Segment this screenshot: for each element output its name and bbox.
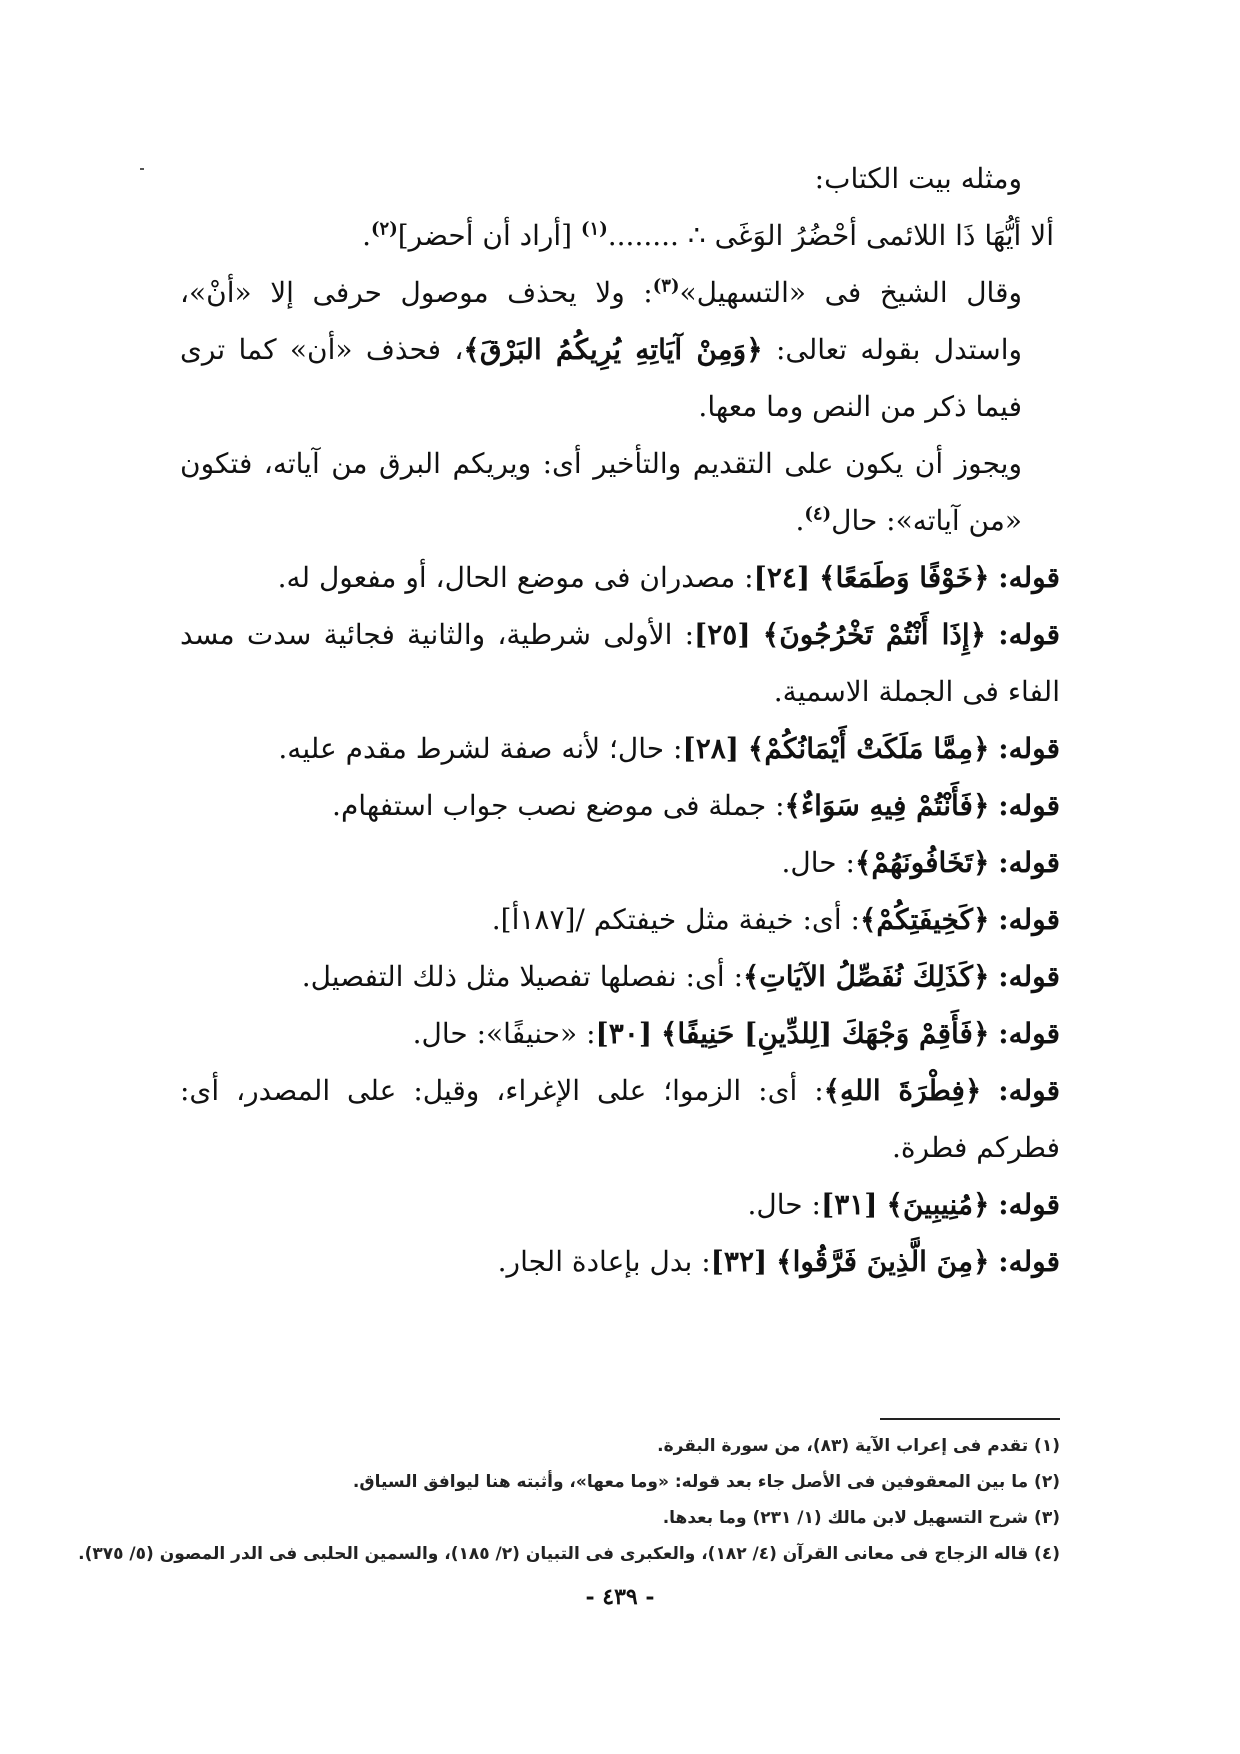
entry-label: قوله: xyxy=(998,960,1060,993)
verse-number: [٣١] xyxy=(820,1188,878,1221)
quran-quote: ﴿وَمِنْ آيَاتِهِ يُرِيكُمُ البَرْقَ﴾ xyxy=(463,333,763,366)
paragraph-taqdim xyxy=(180,435,1060,549)
entry-text: : أى: نفصلها تفصيلا مثل ذلك التفصيل. xyxy=(301,960,744,993)
entry-label: قوله: xyxy=(998,561,1060,594)
entry-label: قوله: xyxy=(998,1245,1060,1278)
entry-label: قوله: xyxy=(998,903,1060,936)
entry-quran: ﴿مِمَّا مَلَكَتْ أَيْمَانُكُمْ﴾ xyxy=(747,732,990,765)
footnote-ref-1: (١) xyxy=(581,218,608,240)
entry-quran: ﴿فَأَنْتُمْ فِيهِ سَوَاءٌ﴾ xyxy=(784,789,990,822)
entry-item xyxy=(180,1176,1060,1233)
entry-item xyxy=(180,948,1060,1005)
entry-item xyxy=(180,834,1060,891)
main-text xyxy=(180,150,1060,1290)
verse-text: ألا أيُّهَا ذَا اللائمى أحْضُرُ الوَغَى ∴ ........ xyxy=(607,219,1054,252)
footnotes xyxy=(78,1428,1060,1572)
footnote-ref-4: (٤) xyxy=(804,503,832,525)
entry-text: : حال؛ لأنه صفة لشرط مقدم عليه. xyxy=(278,732,683,765)
verse-number: [٣٠] xyxy=(595,1017,653,1050)
entry-label: قوله: xyxy=(998,846,1060,879)
intro-text: ومثله بيت الكتاب: xyxy=(814,162,1022,195)
page-number: - ٤٣٩ - xyxy=(585,1584,655,1610)
intro-line xyxy=(180,150,1060,207)
footnote-ref-3: (٣) xyxy=(652,275,680,297)
entry-item xyxy=(180,1005,1060,1062)
entry-quran: ﴿إِذَا أَنْتُمْ تَخْرُجُونَ﴾ xyxy=(762,618,987,651)
entries-list xyxy=(180,549,1060,1290)
entry-quran: ﴿كَذَلِكَ نُفَصِّلُ الآيَاتِ﴾ xyxy=(743,960,990,993)
entry-text: : مصدران فى موضع الحال، أو مفعول له. xyxy=(277,561,754,594)
entry-item xyxy=(180,720,1060,777)
paragraph-text: وقال الشيخ فى «التسهيل» xyxy=(679,276,1022,309)
entry-quran: ﴿خَوْفًا وَطَمَعًا﴾ xyxy=(819,561,990,594)
entry-quran: ﴿فِطْرَةَ اللهِ﴾ xyxy=(823,1074,982,1107)
entry-quran: ﴿مُنِيبِينَ﴾ xyxy=(886,1188,990,1221)
footnote-item: (١) تقدم فى إعراب الآية (٨٣)، من سورة البقرة. xyxy=(657,1436,1060,1456)
entry-label: قوله: xyxy=(998,1074,1060,1107)
entry-text: : «حنيفًا»: حال. xyxy=(412,1017,596,1050)
entry-quran: ﴿كَخِيفَتِكُمْ﴾ xyxy=(859,903,990,936)
entry-text: : حال. xyxy=(781,846,855,879)
paragraph-tashil xyxy=(180,264,1060,435)
entry-label: قوله: xyxy=(998,789,1060,822)
entry-label: قوله: xyxy=(998,1017,1060,1050)
verse-number: [٢٤] xyxy=(753,561,811,594)
verse-number: [٣٢] xyxy=(710,1245,768,1278)
entry-text: : بدل بإعادة الجار. xyxy=(497,1245,711,1278)
verse-number: [٢٨] xyxy=(682,732,740,765)
entry-text: : أى: الزموا؛ على الإغراء، وقيل: على المصدر، أى: فطركم فطرة. xyxy=(180,1074,1060,1164)
entry-item xyxy=(180,1062,1060,1176)
entry-quran: ﴿فَأَقِمْ وَجْهَكَ [لِلدِّينِ] حَنِيفًا﴾ xyxy=(661,1017,990,1050)
entry-item xyxy=(180,606,1060,720)
poetry-verse xyxy=(180,207,1060,264)
stray-mark xyxy=(140,168,144,170)
footnote-item: (٣) شرح التسهيل لابن مالك (١/ ٢٣١) وما بعدها. xyxy=(662,1508,1060,1528)
entry-item xyxy=(180,549,1060,606)
verse-note: [أراد أن أحضر] xyxy=(397,219,582,252)
footnote-item: (٢) ما بين المعقوفين فى الأصل جاء بعد قوله: «وما معها»، وأثبته هنا ليوافق السياق. xyxy=(352,1472,1060,1492)
entry-text: : أى: خيفة مثل خيفتكم /[١٨٧أ]. xyxy=(491,903,860,936)
entry-quran: ﴿مِنَ الَّذِينَ فَرَّقُوا﴾ xyxy=(776,1245,990,1278)
entry-label: قوله: xyxy=(998,732,1060,765)
entry-text: : حال. xyxy=(747,1188,821,1221)
entry-label: قوله: xyxy=(998,1188,1060,1221)
footnote-ref-2: (٢) xyxy=(371,218,398,240)
paragraph-text: . xyxy=(795,504,805,537)
entry-item xyxy=(180,1233,1060,1290)
paragraph-text: ويجوز أن يكون على التقديم والتأخير أى: ويريكم البرق من آياته، فتكون «من آياته»: حال xyxy=(180,447,1022,537)
verse-end: . xyxy=(362,219,372,252)
entry-item xyxy=(180,891,1060,948)
entry-quran: ﴿تَخَافُونَهُمْ﴾ xyxy=(854,846,990,879)
entry-text: : جملة فى موضع نصب جواب استفهام. xyxy=(332,789,785,822)
footnote-item: (٤) قاله الزجاج فى معانى القرآن (٤/ ١٨٢)، والعكبرى فى التبيان (٢/ ١٨٥)، والسمين الحلبى فى الدر المصون (٥/ ٣٧٥). xyxy=(78,1544,1060,1564)
entry-text: : الأولى شرطية، والثانية فجائية سدت مسد الفاء فى الجملة الاسمية. xyxy=(180,618,1060,708)
verse-number: [٢٥] xyxy=(694,618,751,651)
entry-label: قوله: xyxy=(998,618,1061,651)
entry-item xyxy=(180,777,1060,834)
footnotes-divider xyxy=(880,1418,1060,1420)
paragraph-text: ، فحذف «أن» كما ترى فيما ذكر من النص وما معها. xyxy=(180,333,1022,423)
paragraph-text: : ولا يحذف موصول حرفى إلا «أنْ»، واستدل بقوله تعالى: xyxy=(180,276,1022,366)
